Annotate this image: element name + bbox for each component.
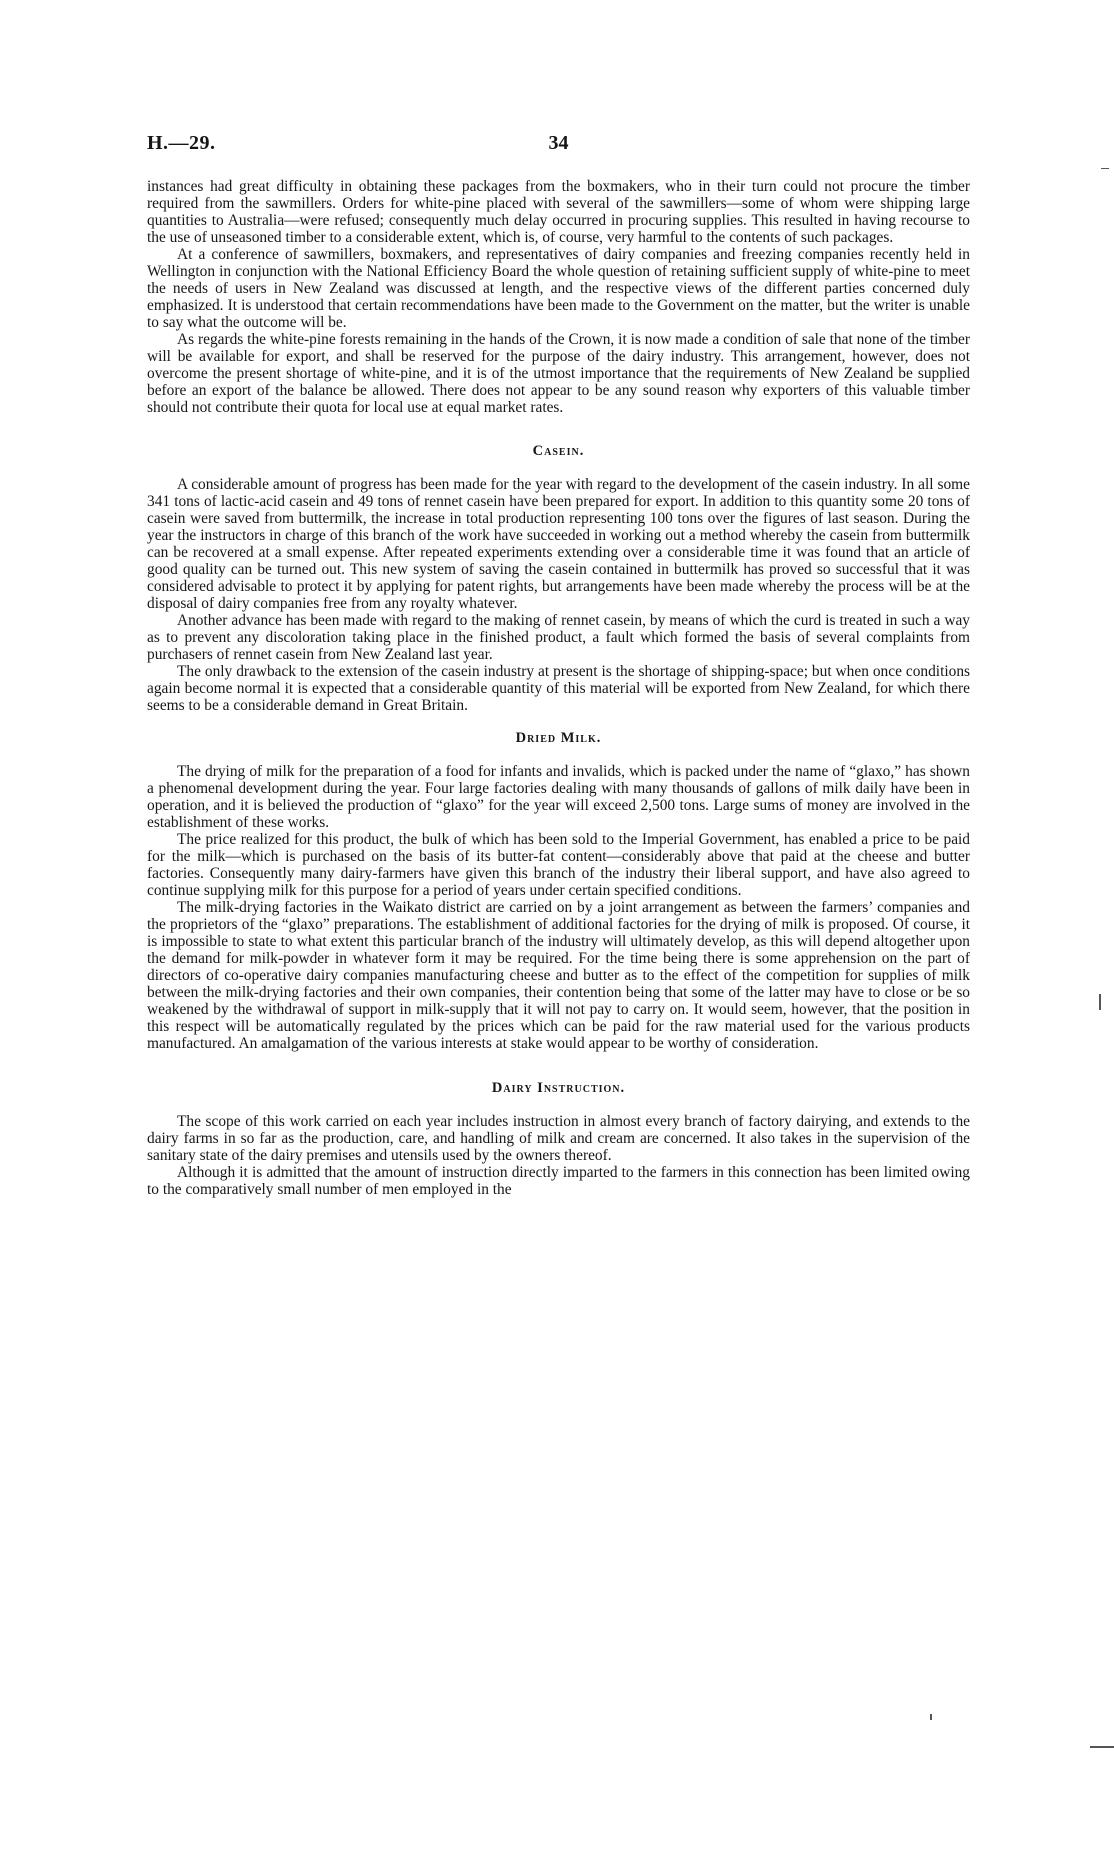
scan-mark-right-top xyxy=(1101,168,1109,169)
scan-mark-bottom-dot xyxy=(930,1714,932,1720)
casein-paragraph-1: A considerable amount of progress has been made for the year with regard to the development of the casein industry. In all some 341 tons of lactic-acid casein and 49 tons of rennet casein have been prepared for export. In addition to this quantity some 20 tons of casein were saved from buttermilk, the increase in total production representing 100 tons over the figures of last season. During the year the instructors in charge of this branch of the work have succeeded in working out a method whereby the casein from buttermilk can be recovered at a small expense. After repeated experiments extending over a considerable time it was found that an article of good quality can be turned out. This new system of saving the casein contained in buttermilk has proved so successful that it was considered advisable to protect it by applying for patent rights, but arrangements have been made whereby the process will be at the disposal of dairy companies free from any royalty whatever. xyxy=(147,476,970,612)
section-title-dairy-instruction: Dairy Instruction. xyxy=(491,1080,626,1096)
dried-milk-section xyxy=(147,730,970,1052)
page-number: 34 xyxy=(548,132,569,154)
section-title-dried-milk: Dried Milk. xyxy=(515,730,602,746)
dried-milk-paragraph-2: The price realized for this product, the bulk of which has been sold to the Imperial Government, has enabled a price to be paid for the milk—which is purchased on the basis of its butter-fat content—considerably above that paid at the cheese and butter factories. Consequently many dairy-farmers have given this branch of the industry their liberal support, and have also agreed to continue supplying milk for this purpose for a period of years under certain specified conditions. xyxy=(147,831,970,899)
casein-paragraph-3: The only drawback to the extension of the casein industry at present is the shortage of shipping-space; but when once conditions again become normal it is expected that a considerable quantity of this material will be exported from New Zealand, for which there seems to be a considerable demand in Great Britain. xyxy=(147,663,970,714)
casein-paragraph-2: Another advance has been made with regard to the making of rennet casein, by means of which the curd is treated in such a way as to prevent any discoloration taking place in the finished product, a fault which formed the basis of several complaints from purchasers of rennet casein from New Zealand last year. xyxy=(147,612,970,663)
intro-paragraph-1: instances had great difficulty in obtaining these packages from the boxmakers, who in their turn could not procure the timber required from the sawmillers. Orders for white-pine placed with several of the sawmillers—some of whom were shipping large quantities to Australia—were refused; consequently much delay occurred in procuring supplies. This resulted in having recourse to the use of unseasoned timber to a considerable extent, which is, of course, very harmful to the contents of such packages. xyxy=(147,178,970,246)
intro-paragraph-2: At a conference of sawmillers, boxmakers, and representatives of dairy companies and freezing companies recently held in Wellington in conjunction with the National Efficiency Board the whole question of retaining sufficient supply of white-pine to meet the needs of users in New Zealand was discussed at length, and the respective views of the different parties concerned duly emphasized. It is understood that certain recommendations have been made to the Government on the matter, but the writer is unable to say what the outcome will be. xyxy=(147,246,970,331)
page-header xyxy=(147,132,970,162)
section-title-casein: Casein. xyxy=(532,443,585,459)
scan-mark-right-middle xyxy=(1099,994,1101,1010)
document-reference: H.—29. xyxy=(147,132,216,154)
dairy-instruction-paragraph-2: Although it is admitted that the amount of instruction directly imparted to the farmers in this connection has been limited owing to the comparatively small number of men employed in the xyxy=(147,1164,970,1198)
dairy-instruction-section xyxy=(147,1080,970,1198)
dried-milk-paragraph-3: The milk-drying factories in the Waikato district are carried on by a joint arrangement as between the farmers’ companies and the proprietors of the “glaxo” preparations. The establishment of additional factories for the drying of milk is proposed. Of course, it is impossible to state to what extent this particular branch of the industry will ultimately develop, as this will depend altogether upon the demand for milk-powder in whatever form it may be required. For the time being there is some apprehension on the part of directors of co-operative dairy companies manufacturing cheese and butter as to the effect of the competition for supplies of milk between the milk-drying factories and their own companies, their contention being that some of the latter may have to close or be so weakened by the withdrawal of support in milk-supply that it will not pay to carry on. It would seem, however, that the position in this respect will be automatically regulated by the prices which can be paid for the raw material used for the various products manufactured. An amalgamation of the various interests at stake would appear to be worthy of consideration. xyxy=(147,899,970,1052)
scan-mark-right-edge xyxy=(1090,1746,1114,1748)
page-body xyxy=(147,178,970,1198)
intro-paragraph-3: As regards the white-pine forests remaining in the hands of the Crown, it is now made a condition of sale that none of the timber will be available for export, and shall be reserved for the purpose of the dairy industry. This arrangement, however, does not overcome the present shortage of white-pine, and it is of the utmost importance that the requirements of New Zealand be supplied before an export of the balance be allowed. There does not appear to be any sound reason why exporters of this valuable timber should not contribute their quota for local use at equal market rates. xyxy=(147,331,970,416)
casein-section xyxy=(147,443,970,714)
dried-milk-paragraph-1: The drying of milk for the preparation of a food for infants and invalids, which is packed under the name of “glaxo,” has shown a phenomenal development during the year. Four large factories dealing with many thousands of gallons of milk daily have been in operation, and it is believed the production of “glaxo” for the year will exceed 2,500 tons. Large sums of money are involved in the establishment of these works. xyxy=(147,763,970,831)
intro-section xyxy=(147,178,970,416)
dairy-instruction-paragraph-1: The scope of this work carried on each year includes instruction in almost every branch of factory dairying, and extends to the dairy farms in so far as the production, care, and handling of milk and cream are concerned. It also takes in the supervision of the sanitary state of the dairy premises and utensils used by the owners thereof. xyxy=(147,1113,970,1164)
